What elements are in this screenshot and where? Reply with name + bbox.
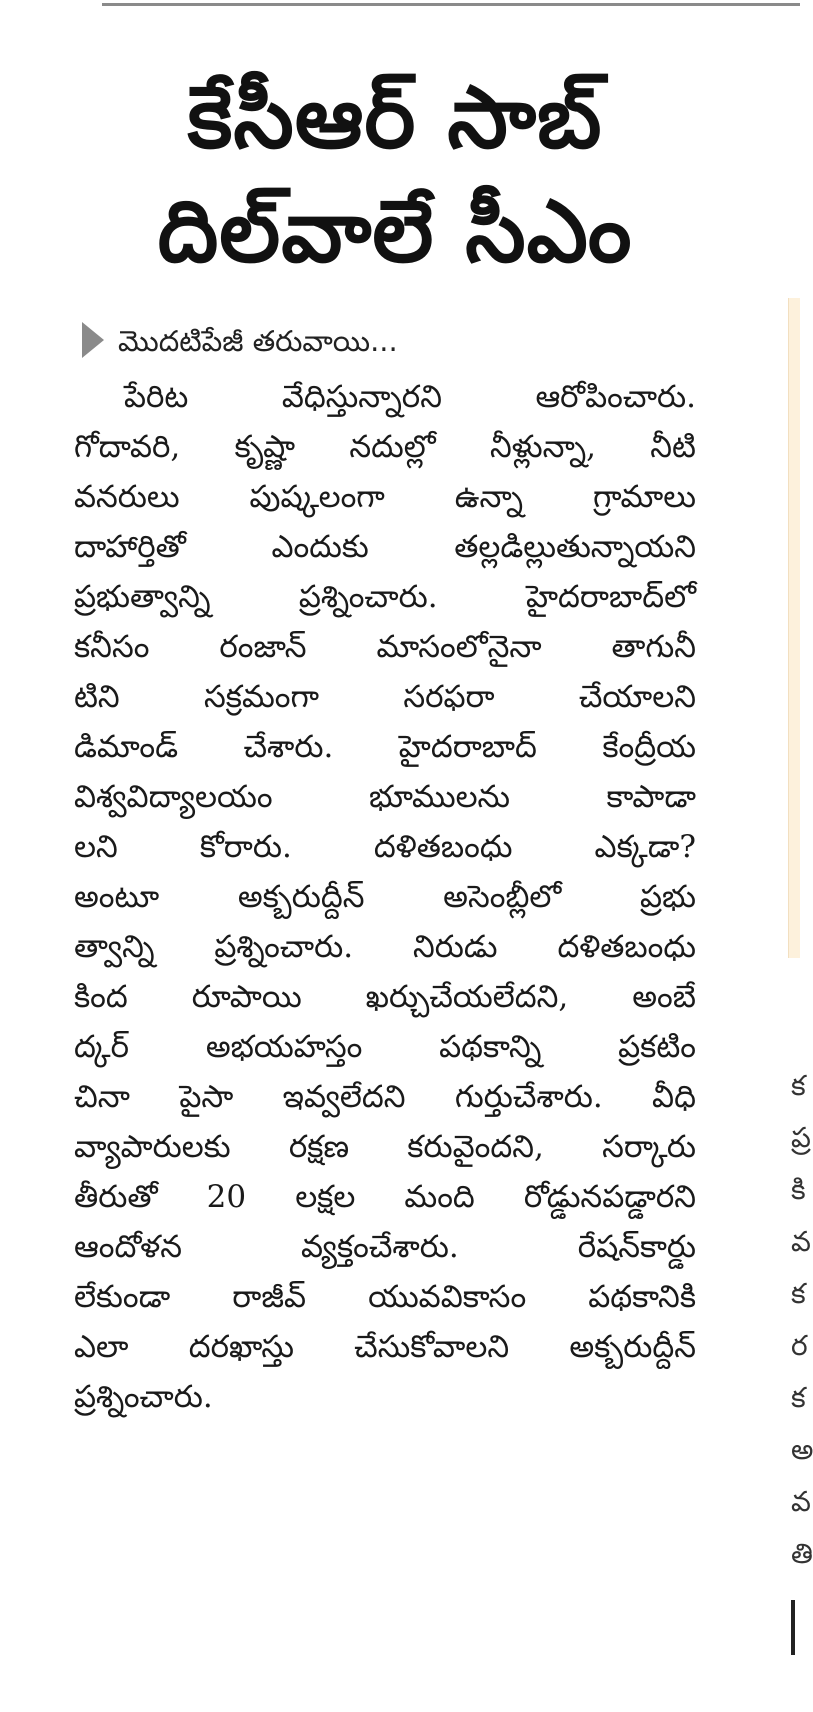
article-line: దాహార్తితో ఎందుకు తల్లడిల్లుతున్నాయని: [74, 529, 696, 565]
article-line: ద్కర్ అభయహస్తం పథకాన్ని ప్రకటిం: [74, 1029, 696, 1065]
adjacent-column-char: క: [791, 1381, 806, 1414]
article-line: ప్రశ్నించారు.: [74, 1379, 213, 1415]
adjacent-column-char: క: [791, 1277, 806, 1310]
article-line: ప్రభుత్వాన్ని ప్రశ్నించారు. హైదరాబాద్‌లో: [74, 579, 696, 615]
article-line: కింద రూపాయి ఖర్చుచేయలేదని, అంబే: [74, 979, 696, 1015]
adjacent-column-char: తి: [791, 1537, 813, 1570]
adjacent-column-panel: [789, 298, 800, 958]
continued-from-text: మొదటిపేజీ తరువాయి...: [118, 324, 398, 358]
article-line: పేరిట వేధిస్తున్నారని ఆరోపించారు.: [124, 379, 696, 415]
top-rule: [102, 3, 800, 6]
article-line: వనరులు పుష్కలంగా ఉన్నా గ్రామాలు: [74, 479, 696, 515]
adjacent-column-char: ర: [791, 1329, 808, 1362]
article-line: ఎలా దరఖాస్తు చేసుకోవాలని అక్బరుద్దీన్: [74, 1329, 696, 1365]
headline: [0, 61, 790, 289]
adjacent-column-mark: [791, 1600, 795, 1655]
headline-line-2: దిల్‌వాలే సీఎం: [157, 182, 633, 283]
article-line: కనీసం రంజాన్ మాసంలోనైనా తాగునీ: [74, 629, 696, 665]
article-line: విశ్వవిద్యాలయం భూములను కాపాడా: [74, 779, 696, 815]
article-line: గోదావరి, కృష్ణా నదుల్లో నీళ్లున్నా, నీటి: [74, 429, 696, 465]
article-line: ఆందోళన వ్యక్తంచేశారు. రేషన్‌కార్డు: [74, 1229, 696, 1265]
adjacent-column-char: వ: [791, 1485, 811, 1518]
continued-from-label: [82, 316, 398, 366]
chevron-right-icon: [82, 322, 104, 358]
article-line: వ్యాపారులకు రక్షణ కరువైందని, సర్కారు: [74, 1129, 696, 1165]
article-line: అంటూ అక్బరుద్దీన్ అసెంబ్లీలో ప్రభు: [74, 879, 696, 915]
adjacent-column-char: వ: [791, 1225, 811, 1258]
article-line: త్వాన్ని ప్రశ్నించారు. నిరుడు దళితబంధు: [74, 929, 696, 965]
article-line: తీరుతో 20 లక్షల మంది రోడ్డునపడ్డారని: [74, 1179, 696, 1215]
article-line: డిమాండ్ చేశారు. హైదరాబాద్ కేంద్రీయ: [74, 729, 696, 765]
headline-line-1: కేసీఆర్ సాబ్: [187, 68, 603, 169]
article-line: టిని సక్రమంగా సరఫరా చేయాలని: [74, 679, 696, 715]
adjacent-column-char: అ: [791, 1433, 813, 1466]
article-line: లేకుండా రాజీవ్ యువవికాసం పథకానికి: [74, 1279, 696, 1315]
article-line: చినా పైసా ఇవ్వలేదని గుర్తుచేశారు. వీధి: [74, 1079, 696, 1115]
adjacent-column-char: క: [791, 1069, 806, 1102]
article-body: [74, 372, 696, 1422]
article-line: లని కోరారు. దళితబంధు ఎక్కడా?: [74, 829, 696, 865]
adjacent-column-char: ప్ర: [791, 1121, 811, 1154]
adjacent-column-char: కి: [791, 1173, 806, 1206]
